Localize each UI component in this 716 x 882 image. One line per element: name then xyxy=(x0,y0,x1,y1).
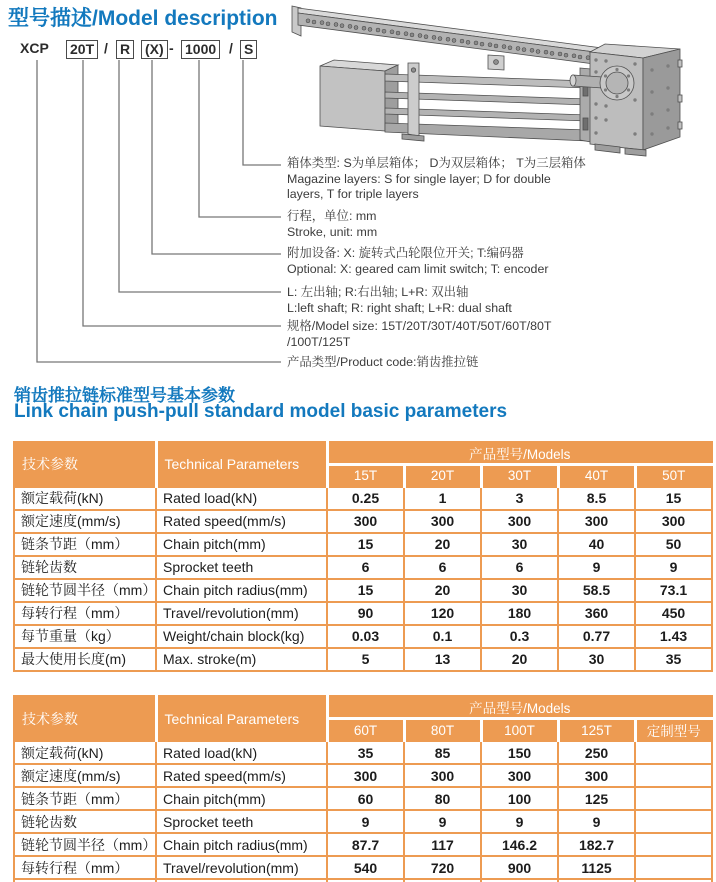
value-cell: 15 xyxy=(327,579,404,602)
table-row xyxy=(14,556,712,579)
param-name-en-cell: Rated speed(mm/s) xyxy=(156,764,327,787)
value-cell: 90 xyxy=(327,602,404,625)
value-cell xyxy=(635,764,712,787)
value-cell: 20 xyxy=(404,533,481,556)
table-row xyxy=(14,787,712,810)
value-cell: 1 xyxy=(404,487,481,510)
value-cell: 9 xyxy=(481,810,558,833)
value-cell: 9 xyxy=(327,810,404,833)
value-cell: 20 xyxy=(481,648,558,671)
value-cell: 73.1 xyxy=(635,579,712,602)
value-cell: 300 xyxy=(404,764,481,787)
value-cell: 6 xyxy=(404,556,481,579)
value-cell: 60 xyxy=(327,787,404,810)
header-tech-params-en: Technical Parameters xyxy=(156,442,327,487)
value-cell: 85 xyxy=(404,741,481,764)
callout-line: layers, T for triple layers xyxy=(287,187,419,202)
header-tech-params-en: Technical Parameters xyxy=(156,696,327,741)
table-row xyxy=(14,741,712,764)
param-name-zh-cell: 链轮节圆半径（mm） xyxy=(14,579,156,602)
page-title: 型号描述/Model description xyxy=(8,7,278,30)
value-cell: 9 xyxy=(404,810,481,833)
param-name-zh-cell: 链条节距（mm） xyxy=(14,533,156,556)
param-name-zh-cell: 额定载荷(kN) xyxy=(14,741,156,764)
table-row xyxy=(14,602,712,625)
value-cell: 1.43 xyxy=(635,625,712,648)
table-row xyxy=(14,764,712,787)
value-cell: 87.7 xyxy=(327,833,404,856)
value-cell: 8.5 xyxy=(558,487,635,510)
param-name-en-cell: Rated load(kN) xyxy=(156,487,327,510)
param-name-zh-cell: 链条节距（mm） xyxy=(14,787,156,810)
table-row xyxy=(14,487,712,510)
table-row xyxy=(14,533,712,556)
param-name-en-cell: Chain pitch radius(mm) xyxy=(156,579,327,602)
callout-product-code xyxy=(287,355,715,371)
value-cell: 180 xyxy=(481,602,558,625)
value-cell: 6 xyxy=(481,556,558,579)
value-cell: 0.1 xyxy=(404,625,481,648)
value-cell: 125 xyxy=(558,787,635,810)
param-name-zh-cell: 链轮齿数 xyxy=(14,556,156,579)
header-model-60t: 60T xyxy=(327,719,404,742)
param-name-zh-cell: 链轮齿数 xyxy=(14,810,156,833)
value-cell: 9 xyxy=(558,810,635,833)
param-name-zh-cell: 最大使用长度(m) xyxy=(14,648,156,671)
callout-shaft xyxy=(287,285,715,316)
value-cell: 540 xyxy=(327,856,404,879)
table-row xyxy=(14,510,712,533)
param-name-zh-cell: 每节重量（kg） xyxy=(14,625,156,648)
value-cell: 50 xyxy=(635,533,712,556)
value-cell: 80 xyxy=(404,787,481,810)
header-models-group: 产品型号/Models xyxy=(327,696,712,719)
model-code-size-box: 20T xyxy=(66,40,98,59)
callout-line: Optional: X: geared cam limit switch; T: encoder xyxy=(287,261,549,276)
header-model-80t: 80T xyxy=(404,719,481,742)
value-cell: 9 xyxy=(635,556,712,579)
model-code-stroke-box: 1000 xyxy=(181,40,220,59)
header-model-100t: 100T xyxy=(481,719,558,742)
value-cell: 0.77 xyxy=(558,625,635,648)
param-name-zh-cell: 额定速度(mm/s) xyxy=(14,764,156,787)
param-name-zh-cell: 每转行程（mm） xyxy=(14,602,156,625)
value-cell: 300 xyxy=(558,510,635,533)
model-code-optional-box: (X) xyxy=(141,40,168,59)
value-cell: 40 xyxy=(558,533,635,556)
callout-stroke xyxy=(287,209,715,240)
value-cell: 100 xyxy=(481,787,558,810)
value-cell: 9 xyxy=(558,556,635,579)
callout-line: L:left shaft; R: right shaft; L+R: dual shaft xyxy=(287,300,512,315)
parameters-table-60t-125t xyxy=(13,695,713,882)
value-cell: 1125 xyxy=(558,856,635,879)
param-name-en-cell: Travel/revolution(mm) xyxy=(156,602,327,625)
header-tech-params-zh: 技术参数 xyxy=(14,696,156,741)
value-cell: 35 xyxy=(635,648,712,671)
model-code-prefix: XCP xyxy=(20,40,49,56)
value-cell: 720 xyxy=(404,856,481,879)
table-row xyxy=(14,856,712,879)
value-cell: 900 xyxy=(481,856,558,879)
callout-line: 箱体类型: S为单层箱体； D为双层箱体； T为三层箱体 xyxy=(287,156,586,170)
value-cell: 0.25 xyxy=(327,487,404,510)
param-name-zh-cell: 链轮节圆半径（mm） xyxy=(14,833,156,856)
model-code-boxtype-box: S xyxy=(240,40,257,59)
value-cell xyxy=(635,810,712,833)
param-name-zh-cell: 每转行程（mm） xyxy=(14,856,156,879)
value-cell xyxy=(635,856,712,879)
header-model-40t: 40T xyxy=(558,465,635,487)
value-cell: 6 xyxy=(327,556,404,579)
value-cell: 0.03 xyxy=(327,625,404,648)
product-isometric-drawing xyxy=(290,0,716,162)
header-model-20t: 20T xyxy=(404,465,481,487)
callout-line: Stroke, unit: mm xyxy=(287,224,378,239)
value-cell: 300 xyxy=(481,510,558,533)
value-cell: 30 xyxy=(481,579,558,602)
header-tech-params-zh: 技术参数 xyxy=(14,442,156,487)
table-row xyxy=(14,810,712,833)
value-cell: 300 xyxy=(481,764,558,787)
value-cell: 117 xyxy=(404,833,481,856)
value-cell: 58.5 xyxy=(558,579,635,602)
callout-line: 附加设备: X: 旋转式凸轮限位开关; T:编码器 xyxy=(287,246,524,260)
model-code-separator: / xyxy=(229,40,233,56)
value-cell xyxy=(635,833,712,856)
model-code-dash: - xyxy=(169,40,174,56)
model-code-shaft-box: R xyxy=(116,40,134,59)
param-name-en-cell: Max. stroke(m) xyxy=(156,648,327,671)
callout-line: Magazine layers: S for single layer; D for double xyxy=(287,171,551,186)
value-cell: 300 xyxy=(558,764,635,787)
header-model-125t: 125T xyxy=(558,719,635,742)
value-cell xyxy=(635,787,712,810)
header-model-15t: 15T xyxy=(327,465,404,487)
param-name-en-cell: Rated load(kN) xyxy=(156,741,327,764)
callout-connector-lines xyxy=(0,0,290,380)
table-row xyxy=(14,579,712,602)
value-cell: 300 xyxy=(327,510,404,533)
value-cell: 120 xyxy=(404,602,481,625)
callout-model-size xyxy=(287,319,715,350)
header-models-group: 产品型号/Models xyxy=(327,442,712,465)
callout-line: 规格/Model size: 15T/20T/30T/40T/50T/60T/80T xyxy=(287,319,552,333)
table-row xyxy=(14,625,712,648)
value-cell: 300 xyxy=(635,510,712,533)
value-cell: 20 xyxy=(404,579,481,602)
model-code-separator: / xyxy=(104,40,108,56)
value-cell xyxy=(635,741,712,764)
param-name-zh-cell: 额定载荷(kN) xyxy=(14,487,156,510)
value-cell: 5 xyxy=(327,648,404,671)
param-name-zh-cell: 额定速度(mm/s) xyxy=(14,510,156,533)
section-title-zh: 销齿推拉链标准型号基本参数 xyxy=(14,386,235,405)
value-cell: 15 xyxy=(635,487,712,510)
value-cell: 30 xyxy=(481,533,558,556)
callout-line: 行程，单位: mm xyxy=(287,209,377,223)
header-model-30t: 30T xyxy=(481,465,558,487)
section-title-en: Link chain push-pull standard model basic parameters xyxy=(14,401,508,422)
header-model-custom: 定制型号 xyxy=(635,719,712,742)
callout-optional xyxy=(287,246,715,277)
value-cell: 0.3 xyxy=(481,625,558,648)
value-cell: 15 xyxy=(327,533,404,556)
value-cell: 450 xyxy=(635,602,712,625)
value-cell: 13 xyxy=(404,648,481,671)
table-row xyxy=(14,833,712,856)
callout-line: 产品类型/Product code:销齿推拉链 xyxy=(287,355,479,369)
param-name-en-cell: Travel/revolution(mm) xyxy=(156,856,327,879)
parameters-table-15t-50t xyxy=(13,441,713,672)
param-name-en-cell: Chain pitch radius(mm) xyxy=(156,833,327,856)
callout-box-type xyxy=(287,156,715,203)
value-cell: 182.7 xyxy=(558,833,635,856)
param-name-en-cell: Chain pitch(mm) xyxy=(156,787,327,810)
param-name-en-cell: Weight/chain block(kg) xyxy=(156,625,327,648)
value-cell: 3 xyxy=(481,487,558,510)
value-cell: 300 xyxy=(404,510,481,533)
value-cell: 146.2 xyxy=(481,833,558,856)
value-cell: 300 xyxy=(327,764,404,787)
value-cell: 360 xyxy=(558,602,635,625)
value-cell: 250 xyxy=(558,741,635,764)
header-model-50t: 50T xyxy=(635,465,712,487)
callout-line: L: 左出轴; R:右出轴; L+R: 双出轴 xyxy=(287,285,469,299)
param-name-en-cell: Rated speed(mm/s) xyxy=(156,510,327,533)
value-cell: 150 xyxy=(481,741,558,764)
callout-line: /100T/125T xyxy=(287,334,351,349)
table-row xyxy=(14,648,712,671)
param-name-en-cell: Sprocket teeth xyxy=(156,810,327,833)
param-name-en-cell: Chain pitch(mm) xyxy=(156,533,327,556)
value-cell: 35 xyxy=(327,741,404,764)
value-cell: 30 xyxy=(558,648,635,671)
param-name-en-cell: Sprocket teeth xyxy=(156,556,327,579)
